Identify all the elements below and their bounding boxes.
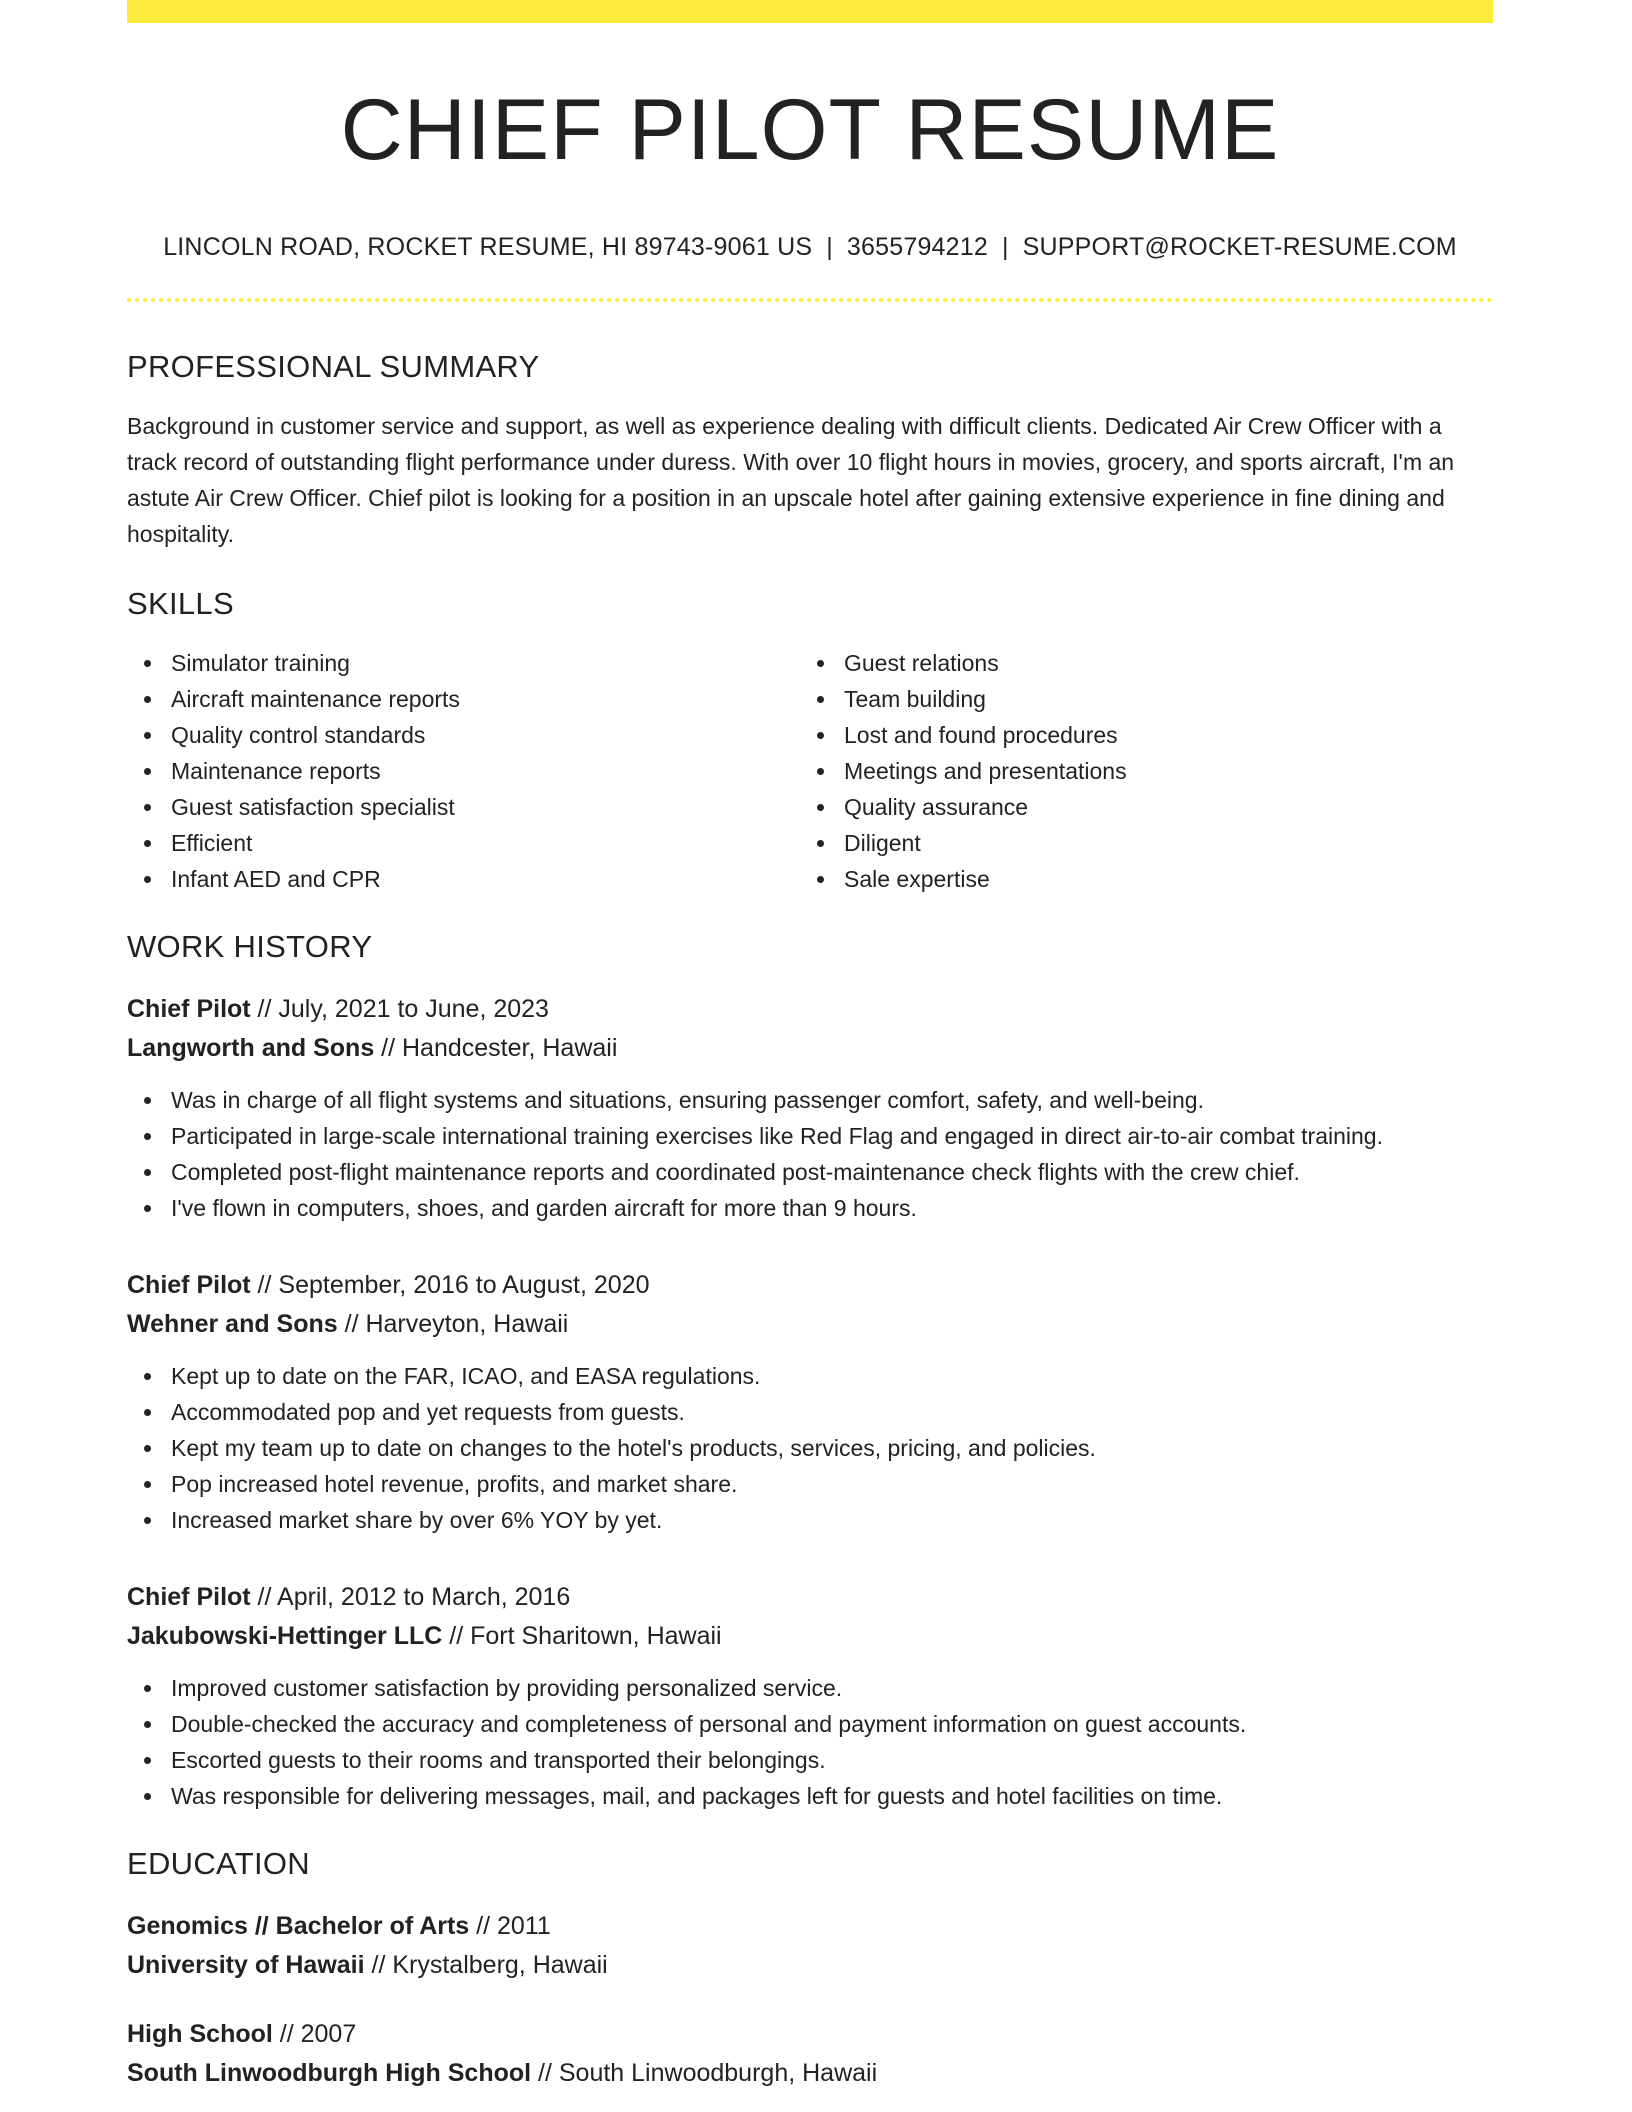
accent-top-bar (127, 0, 1493, 23)
skill-item: Maintenance reports (171, 753, 800, 789)
job-location: // Fort Sharitown, Hawaii (442, 1622, 722, 1650)
skills-column-right (800, 645, 1473, 897)
skills-grid (127, 645, 1493, 897)
education-degree: High School (127, 2020, 273, 2048)
job-entry (127, 1578, 1493, 1814)
skill-item: Efficient (171, 825, 800, 861)
dotted-divider (127, 298, 1493, 302)
job-entry (127, 990, 1493, 1226)
job-bullet: Was in charge of all flight systems and situations, ensuring passenger comfort, safety, and well-being. (171, 1082, 1493, 1118)
contact-separator: | (1001, 233, 1009, 261)
education-location: // Krystalberg, Hawaii (364, 1951, 608, 1979)
job-title: Chief Pilot (127, 1583, 251, 1611)
summary-text: Background in customer service and support, as well as experience dealing with difficult clients. Dedicated Air Crew Officer with a track record of outstanding flight performance under duress. With over 10 flight hours in movies, grocery, and sports aircraft, I'm an astute Air Crew Officer. Chief pilot is looking for a position in an upscale hotel after gaining extensive experience in fine dining and hospitality. (127, 413, 1455, 547)
resume-page (127, 0, 1493, 2093)
job-bullets (127, 1082, 1493, 1226)
skill-item: Sale expertise (844, 861, 1473, 897)
job-company: Jakubowski-Hettinger LLC (127, 1622, 443, 1650)
skill-item: Quality control standards (171, 717, 800, 753)
skill-item: Team building (844, 681, 1473, 717)
job-bullet: Participated in large-scale international training exercises like Red Flag and engaged in direct air-to-air combat training. (171, 1118, 1493, 1154)
job-bullet: Double-checked the accuracy and completeness of personal and payment information on guest accounts. (171, 1706, 1493, 1742)
job-bullet: I've flown in computers, shoes, and garden aircraft for more than 9 hours. (171, 1190, 1493, 1226)
job-title: Chief Pilot (127, 995, 251, 1023)
job-company-line (127, 1305, 1493, 1344)
education-year: // 2011 (469, 1912, 551, 1940)
job-dates: // April, 2012 to March, 2016 (250, 1583, 571, 1611)
education-year: // 2007 (272, 2020, 357, 2048)
job-bullet: Completed post-flight maintenance reports and coordinated post-maintenance check flights with the crew chief. (171, 1154, 1493, 1190)
education-entry (127, 1907, 1493, 1985)
job-dates: // July, 2021 to June, 2023 (250, 995, 549, 1023)
education-school: South Linwoodburgh High School (127, 2059, 532, 2087)
skill-item: Lost and found procedures (844, 717, 1473, 753)
resume-title: CHIEF PILOT RESUME (340, 82, 1280, 178)
skill-item: Quality assurance (844, 789, 1473, 825)
skill-item: Infant AED and CPR (171, 861, 800, 897)
job-entry (127, 1266, 1493, 1538)
job-location: // Handcester, Hawaii (374, 1034, 618, 1062)
job-title-line (127, 990, 1493, 1029)
skill-item: Diligent (844, 825, 1473, 861)
summary-heading: PROFESSIONAL SUMMARY (127, 349, 540, 384)
education-location: // South Linwoodburgh, Hawaii (531, 2059, 878, 2087)
skills-heading: SKILLS (127, 586, 234, 621)
education-school: University of Hawaii (127, 1951, 365, 1979)
job-bullet: Escorted guests to their rooms and transported their belongings. (171, 1742, 1493, 1778)
skill-item: Guest relations (844, 645, 1473, 681)
education-school-line (127, 2054, 1493, 2093)
contact-line (127, 235, 1493, 260)
skill-item: Guest satisfaction specialist (171, 789, 800, 825)
job-bullet: Pop increased hotel revenue, profits, and market share. (171, 1466, 1493, 1502)
job-company: Langworth and Sons (127, 1034, 375, 1062)
skill-item: Simulator training (171, 645, 800, 681)
skill-item: Aircraft maintenance reports (171, 681, 800, 717)
education-degree-line (127, 1907, 1493, 1946)
job-bullet: Was responsible for delivering messages, mail, and packages left for guests and hotel facilities on time. (171, 1778, 1493, 1814)
contact-address: LINCOLN ROAD, ROCKET RESUME, HI 89743-9061 US (163, 233, 813, 261)
job-company-line (127, 1029, 1493, 1068)
job-bullet: Kept up to date on the FAR, ICAO, and EASA regulations. (171, 1358, 1493, 1394)
education-school-line (127, 1946, 1493, 1985)
job-company-line (127, 1617, 1493, 1656)
job-bullet: Accommodated pop and yet requests from guests. (171, 1394, 1493, 1430)
job-location: // Harveyton, Hawaii (337, 1310, 569, 1338)
job-bullet: Improved customer satisfaction by providing personalized service. (171, 1670, 1493, 1706)
education-entry (127, 2015, 1493, 2093)
job-title-line (127, 1578, 1493, 1617)
job-company: Wehner and Sons (127, 1310, 338, 1338)
education-degree-line (127, 2015, 1493, 2054)
job-title-line (127, 1266, 1493, 1305)
education-heading: EDUCATION (127, 1846, 310, 1881)
skills-column-left (127, 645, 800, 897)
contact-phone: 3655794212 (846, 233, 988, 261)
job-bullets (127, 1670, 1493, 1814)
skill-item: Meetings and presentations (844, 753, 1473, 789)
contact-separator: | (826, 233, 833, 261)
job-bullet: Kept my team up to date on changes to the hotel's products, services, pricing, and policies. (171, 1430, 1493, 1466)
job-bullet: Increased market share by over 6% YOY by yet. (171, 1502, 1493, 1538)
job-bullets (127, 1358, 1493, 1538)
job-title: Chief Pilot (127, 1271, 251, 1299)
education-degree: Genomics // Bachelor of Arts (127, 1912, 470, 1940)
job-dates: // September, 2016 to August, 2020 (250, 1271, 650, 1299)
contact-email: SUPPORT@ROCKET-RESUME.COM (1022, 233, 1457, 261)
work-history-heading: WORK HISTORY (127, 929, 373, 964)
